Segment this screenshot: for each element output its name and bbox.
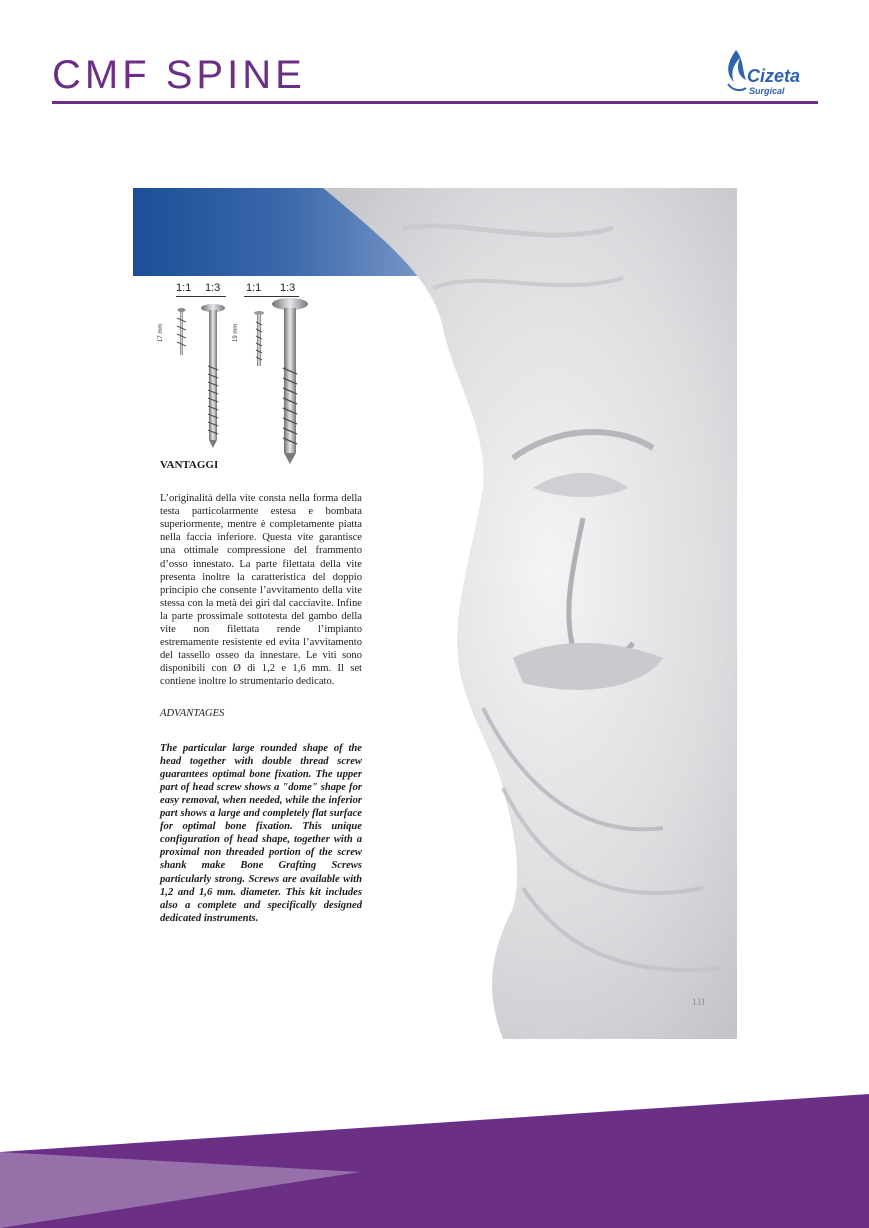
- english-body: The particular large rounded shape of the head together with double thread screw guarantees optimal bone fixation. The upper part of head screw shows a "dome" shape for easy removal, when needed, while the inferior part shows a large and completely flat surface for optimal bone fixation. This unique configuration of head shape, together with a proximal non threaded portion of the screw shank make Bone Grafting Screws particularly strong. Screws are available with 1,2 and 1,6 mm. diameter. This kit includes also a complete and specifically designed dedicated instruments.: [160, 742, 362, 924]
- scale-label: 1:1: [176, 282, 192, 294]
- page-title: CMF SPINE: [52, 53, 306, 97]
- english-heading: ADVANTAGES: [160, 707, 225, 719]
- header-divider: [52, 101, 818, 104]
- page-number: 131: [692, 997, 706, 1007]
- logo-subtitle: Surgical: [749, 86, 785, 96]
- company-logo: [722, 48, 822, 98]
- scale-label: 1:1: [246, 282, 262, 294]
- italian-body: L’originalità della vite consta nella forma della testa particolarmente estesa e bombata superiormente, mentre è completamente piatta nella faccia inferiore. Questa vite garantisce una ottimale compressione del frammento d’osso innestato. La parte filettata della vite presenta inoltre la caratteristica del doppio principio che consente l’avvitamento della vite stessa con la metà dei giri dal cacciavite. Infine la parte prossimale sottotesta del gambo della vite non filettata rende l’impianto estremamente resistente ed evita l’avvitamento del tassello osseo da innestare. Le viti sono disponibili con Ø di 1,2 e 1,6 mm. Il set contiene inoltre lo strumentario dedicato.: [160, 493, 362, 688]
- dimension-label: 17 mm: [158, 323, 164, 342]
- screws-illustration: [155, 296, 325, 466]
- text-column: [160, 459, 362, 925]
- scale-label: 1:3: [205, 282, 221, 294]
- flame-logo-icon: [722, 48, 750, 98]
- dimension-label: 19 mm: [233, 323, 239, 342]
- logo-name: Cizeta: [747, 66, 801, 86]
- scale-label: 1:3: [280, 282, 296, 294]
- italian-heading: VANTAGGI: [160, 459, 219, 471]
- footer-decoration: [0, 1090, 869, 1228]
